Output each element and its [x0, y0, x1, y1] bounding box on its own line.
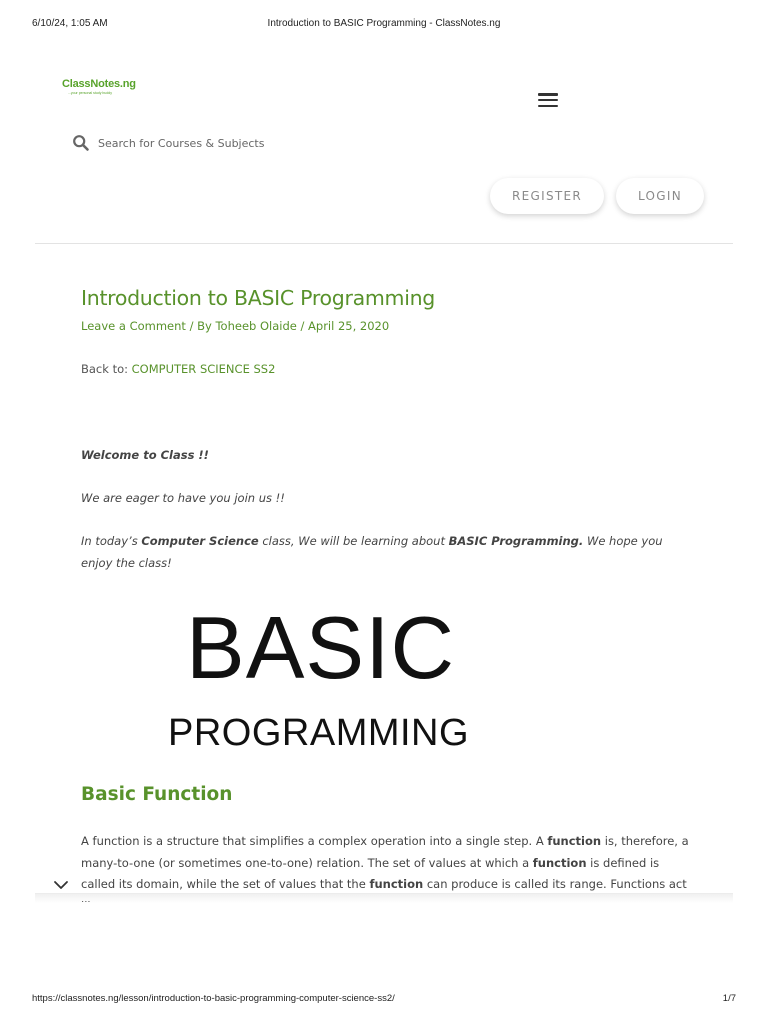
body-bold: function	[547, 834, 602, 848]
meta-separator: /	[296, 319, 309, 333]
body-text: A function is a structure that simplifies a complex operation into a single step. A	[81, 834, 548, 848]
search-input[interactable]	[98, 137, 358, 150]
back-to-course	[81, 362, 275, 376]
intro-bold: BASIC Programming.	[448, 534, 584, 548]
body-text: is defined is called its domain, while the set of values that the	[81, 855, 660, 891]
comment-link[interactable]: Leave a Comment	[81, 319, 186, 333]
image-subtitle: PROGRAMMING	[168, 712, 470, 754]
post-meta	[81, 319, 389, 333]
post-title: Introduction to BASIC Programming	[81, 286, 435, 310]
header-divider	[35, 243, 733, 244]
body-bold: function	[369, 877, 424, 891]
body-text: is, therefore, a many-to-one (or sometimes one-to-one) relation. The set of values at which a	[81, 834, 689, 870]
logo-text: ClassNotes.ng	[62, 78, 136, 90]
print-date: 6/10/24, 1:05 AM	[32, 18, 108, 29]
logo-tagline: ...your personal study buddy	[68, 91, 112, 95]
body-bold: function	[532, 855, 587, 870]
print-url: https://classnotes.ng/lesson/introduction-to-basic-programming-computer-science-ss2/	[32, 993, 395, 1004]
search-icon	[72, 134, 90, 152]
eager-text: We are eager to have you join us !!	[81, 491, 285, 505]
back-prefix: Back to:	[81, 362, 132, 376]
page-cutoff	[0, 902, 768, 982]
author-link[interactable]: Toheeb Olaide	[215, 319, 297, 333]
section-heading: Basic Function	[81, 784, 233, 805]
login-button[interactable]: LOGIN	[616, 178, 704, 214]
intro-text: We hope you enjoy the class!	[81, 534, 663, 570]
basic-programming-image	[168, 598, 498, 763]
intro-text: class, We will be learning about	[258, 534, 449, 548]
register-button[interactable]: REGISTER	[490, 178, 604, 214]
post-date: April 25, 2020	[308, 319, 390, 333]
chevron-down-icon[interactable]	[52, 876, 70, 894]
intro-bold: Computer Science	[141, 534, 259, 548]
image-title: BASIC	[186, 598, 456, 697]
print-page-number: 1/7	[722, 993, 736, 1004]
hamburger-icon[interactable]	[538, 93, 558, 109]
site-logo[interactable]	[62, 78, 136, 95]
intro-text: In today’s	[81, 534, 142, 548]
scroll-fade	[35, 893, 733, 903]
course-link[interactable]: COMPUTER SCIENCE SS2	[131, 362, 276, 376]
search-bar[interactable]	[72, 130, 392, 156]
print-page-title: Introduction to BASIC Programming - ClassNotes.ng	[267, 18, 501, 29]
welcome-text: Welcome to Class !!	[81, 448, 209, 462]
meta-separator: / By	[185, 319, 216, 333]
intro-paragraph	[81, 531, 691, 574]
body-text: can produce is called its range. Functions act	[426, 877, 687, 891]
